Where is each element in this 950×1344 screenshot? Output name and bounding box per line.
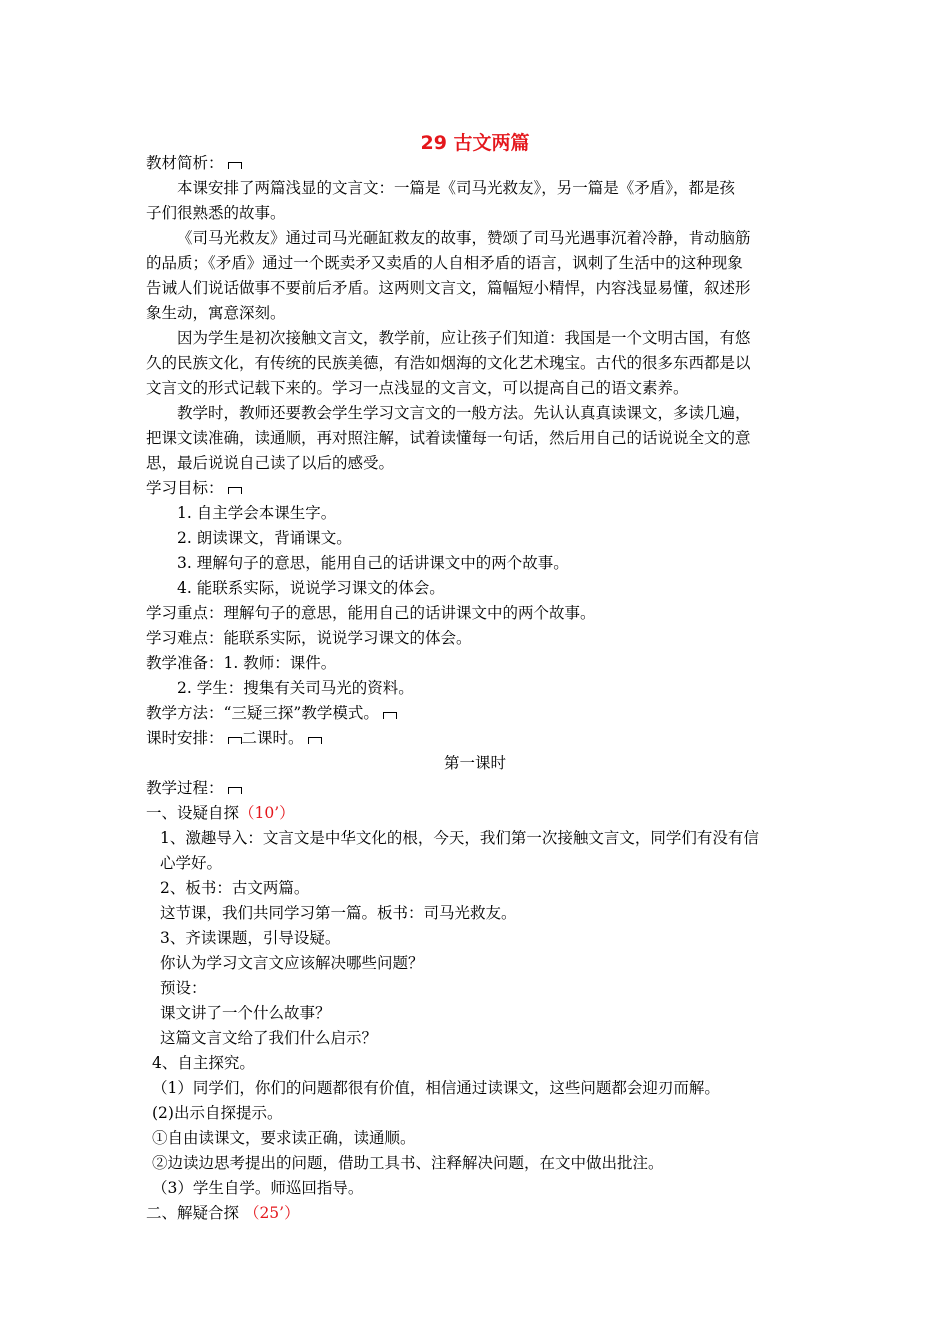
analysis-paragraph: 告诫人们说话做事不要前后矛盾。这两则文言文，篇幅短小精悍，内容浅显易懂，叙述形	[146, 279, 751, 297]
process-step: 3、齐读课题，引导设疑。	[160, 929, 341, 947]
part2-time: （25’）	[243, 1204, 300, 1222]
analysis-label: 教材简析：	[146, 154, 224, 172]
analysis-paragraph: 的品质；《矛盾》通过一个既卖矛又卖盾的人自相矛盾的语言，讽刺了生活中的这种现象	[146, 254, 743, 272]
part1-heading	[146, 803, 295, 823]
analysis-paragraph: 《司马光救友》通过司马光砸缸救友的故事，赞颂了司马光遇事沉着冷静，肯动脑筋	[177, 229, 751, 247]
method-line	[146, 703, 397, 723]
part1-label: 一、设疑自探	[146, 804, 240, 822]
process-step: （3）学生自学。师巡回指导。	[152, 1179, 364, 1197]
process-step: ②边读边思考提出的问题，借助工具书、注释解决问题，在文中做出批注。	[152, 1154, 664, 1172]
paragraph-mark-icon	[228, 162, 242, 169]
process-step: 预设：	[160, 979, 207, 997]
part2-label: 二、解疑合探	[146, 1204, 244, 1222]
difficulty: 学习难点：能联系实际，说说学习课文的体会。	[146, 629, 472, 647]
process-step: ①自由读课文，要求读正确，读通顺。	[152, 1129, 416, 1147]
paragraph-mark-icon	[228, 487, 242, 494]
prep-student: 2. 学生：搜集有关司马光的资料。	[177, 679, 414, 697]
process-step: 2、板书：古文两篇。	[160, 879, 310, 897]
prep-teacher: 教学准备：1. 教师：课件。	[146, 654, 337, 672]
analysis-paragraph: 因为学生是初次接触文言文，教学前，应让孩子们知道：我国是一个文明古国，有悠	[177, 329, 751, 347]
paragraph-mark-icon	[308, 737, 322, 744]
process-step: 1、激趣导入：文言文是中华文化的根，今天，我们第一次接触文言文，同学们有没有信	[160, 829, 759, 847]
schedule-value: 二课时。	[241, 729, 304, 747]
process-step: 4、自主探究。	[152, 1054, 255, 1072]
page-title: 29 古文两篇	[420, 132, 530, 154]
process-step: 这节课，我们共同学习第一篇。板书：司马光救友。	[160, 904, 517, 922]
process-step: (2)出示自探提示。	[152, 1104, 283, 1122]
process-label: 教学过程：	[146, 779, 224, 797]
goal-item: 4. 能联系实际，说说学习课文的体会。	[177, 579, 445, 597]
analysis-paragraph: 教学时，教师还要教会学生学习文言文的一般方法。先认认真真读课文，多读几遍，	[177, 404, 751, 422]
lesson-title: 第一课时	[443, 754, 506, 772]
key-point: 学习重点：理解句子的意思，能用自己的话讲课文中的两个故事。	[146, 604, 596, 622]
process-label-line	[146, 778, 242, 798]
part2-heading	[146, 1203, 300, 1223]
schedule-label: 课时安排：	[146, 729, 224, 747]
paragraph-mark-icon	[228, 737, 242, 744]
part1-time: （10’）	[239, 804, 295, 822]
analysis-paragraph: 久的民族文化，有传统的民族美德，有浩如烟海的文化艺术瑰宝。古代的很多东西都是以	[146, 354, 751, 372]
analysis-paragraph: 子们很熟悉的故事。	[146, 204, 286, 222]
paragraph-mark-icon	[228, 787, 242, 794]
analysis-paragraph: 本课安排了两篇浅显的文言文：一篇是《司马光救友》，另一篇是《矛盾》，都是孩	[177, 179, 736, 197]
process-step: 心学好。	[160, 854, 223, 872]
analysis-label-line	[146, 153, 242, 173]
goals-label: 学习目标：	[146, 479, 224, 497]
paragraph-mark-icon	[383, 712, 397, 719]
process-step: 这篇文言文给了我们什么启示？	[160, 1029, 378, 1047]
analysis-paragraph: 把课文读准确，读通顺，再对照注解，试着读懂每一句话，然后用自己的话说说全文的意	[146, 429, 751, 447]
process-step: 你认为学习文言文应该解决哪些问题？	[160, 954, 424, 972]
method: 教学方法：“三疑三探”教学模式。	[146, 704, 379, 722]
goals-label-line	[146, 478, 242, 498]
goal-item: 1. 自主学会本课生字。	[177, 504, 337, 522]
process-step: （1）同学们，你们的问题都很有价值，相信通过读课文，这些问题都会迎刃而解。	[152, 1079, 720, 1097]
goal-item: 2. 朗读课文，背诵课文。	[177, 529, 352, 547]
analysis-paragraph: 思，最后说说自己读了以后的感受。	[146, 454, 395, 472]
schedule-line	[146, 728, 322, 748]
analysis-paragraph: 象生动，寓意深刻。	[146, 304, 286, 322]
process-step: 课文讲了一个什么故事？	[160, 1004, 331, 1022]
analysis-paragraph: 文言文的形式记载下来的。学习一点浅显的文言文，可以提高自己的语文素养。	[146, 379, 689, 397]
goal-item: 3. 理解句子的意思，能用自己的话讲课文中的两个故事。	[177, 554, 569, 572]
